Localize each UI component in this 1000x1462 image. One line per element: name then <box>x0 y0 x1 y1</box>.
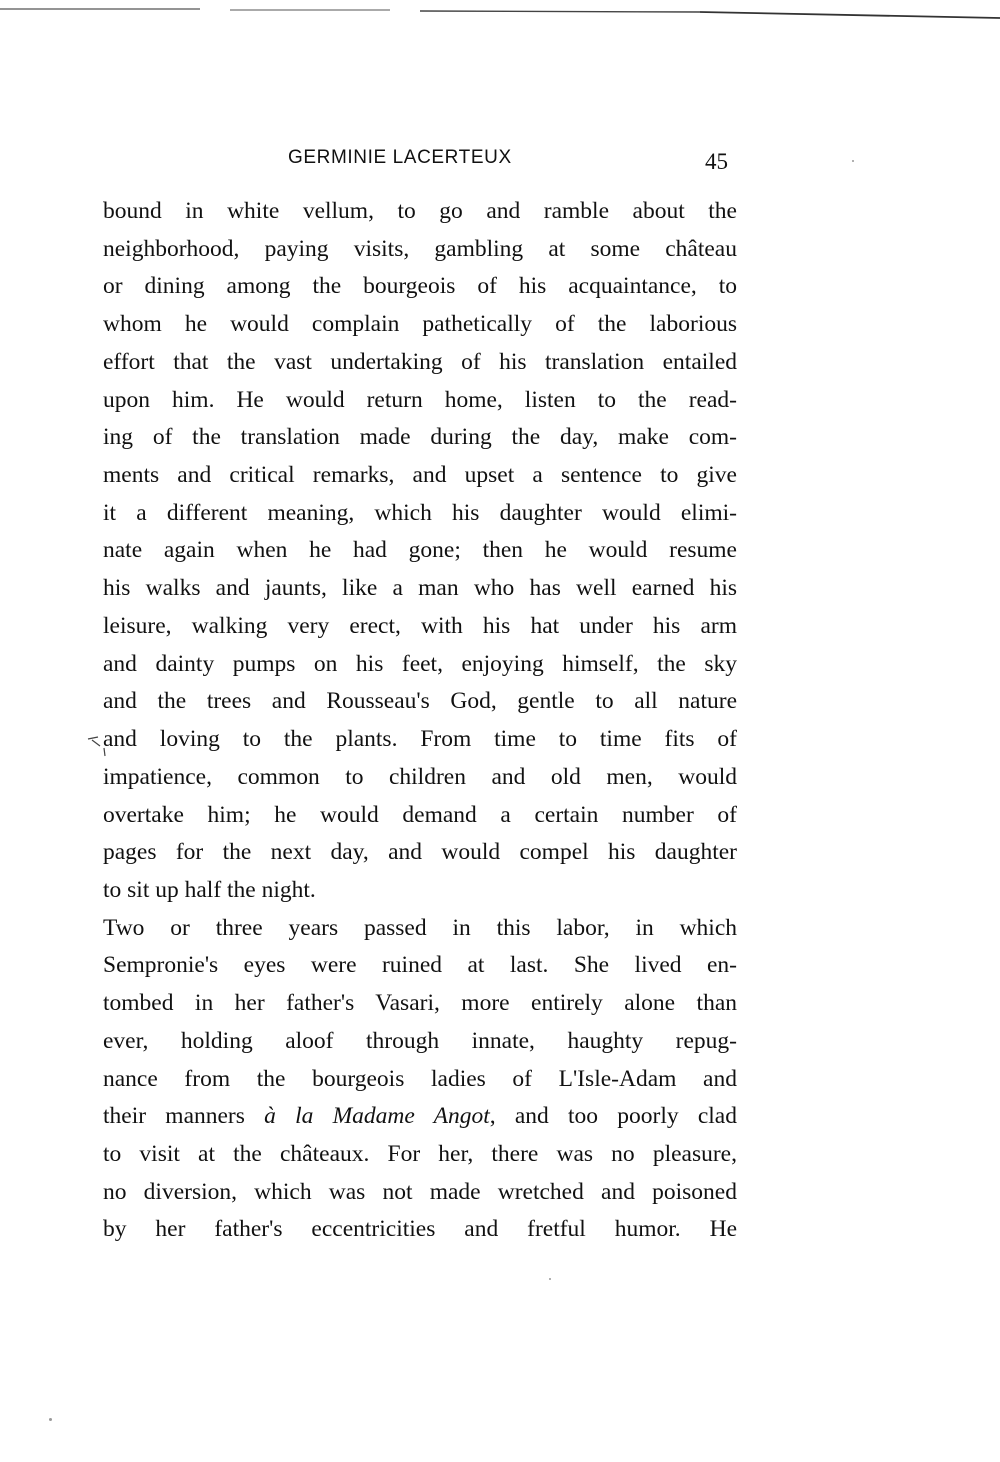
text-line: and loving to the plants. From time to time fits of <box>103 726 737 753</box>
text-line: impatience, common to children and old men, would <box>103 763 737 790</box>
text-line: nate again when he had gone; then he would resume <box>103 537 737 564</box>
text-line: ments and critical remarks, and upset a sentence to give <box>103 462 737 489</box>
pencil-mark <box>86 730 108 760</box>
running-title: GERMINIE LACERTEUX <box>288 147 512 168</box>
text-line: tombed in her father's Vasari, more entirely alone than <box>103 990 737 1017</box>
text-line: to sit up half the night. <box>103 876 316 903</box>
text-line: Two or three years passed in this labor, in which <box>103 914 737 941</box>
text-line-with-italic <box>103 1098 737 1136</box>
scan-edge-rule <box>0 6 1000 22</box>
text-line: and dainty pumps on his feet, enjoying himself, the sky <box>103 650 737 677</box>
scan-speck <box>852 160 854 162</box>
text-segment: , and too poorly clad <box>489 1103 737 1130</box>
page-number: 45 <box>705 149 728 174</box>
text-line: leisure, walking very erect, with his hat under his arm <box>103 612 737 639</box>
text-line: and the trees and Rousseau's God, gentle to all nature <box>103 688 737 715</box>
text-line: neighborhood, paying visits, gambling at some château <box>103 235 737 262</box>
text-line: it a different meaning, which his daughter would elimi- <box>103 499 737 526</box>
text-line: effort that the vast undertaking of his translation entailed <box>103 348 737 375</box>
text-line: bound in white vellum, to go and ramble about the <box>103 198 737 224</box>
italic-phrase: à la Madame Angot <box>264 1103 490 1130</box>
text-line: whom he would complain pathetically of the laborious <box>103 311 737 338</box>
running-head <box>0 146 1000 182</box>
text-line: his walks and jaunts, like a man who has well earned his <box>103 575 737 602</box>
scan-speck <box>49 1418 52 1421</box>
body-text <box>103 193 737 1249</box>
text-line: Sempronie's eyes were ruined at last. She lived en- <box>103 952 737 979</box>
text-line: upon him. He would return home, listen to the read- <box>103 386 737 413</box>
text-line: to visit at the châteaux. For her, there was no pleasure, <box>103 1140 737 1167</box>
text-line: ing of the translation made during the day, make com- <box>103 424 737 451</box>
text-segment: their manners <box>103 1103 265 1130</box>
text-line: no diversion, which was not made wretched and poisoned <box>103 1178 737 1205</box>
text-line: or dining among the bourgeois of his acquaintance, to <box>103 273 737 300</box>
text-line: overtake him; he would demand a certain number of <box>103 801 737 828</box>
text-line: by her father's eccentricities and fretful humor. He <box>103 1216 737 1243</box>
text-line: pages for the next day, and would compel his daughter <box>103 839 737 866</box>
text-line: nance from the bourgeois ladies of L'Isle-Adam and <box>103 1065 737 1092</box>
scan-speck <box>549 1278 551 1280</box>
text-line: ever, holding aloof through innate, haughty repug- <box>103 1027 737 1054</box>
